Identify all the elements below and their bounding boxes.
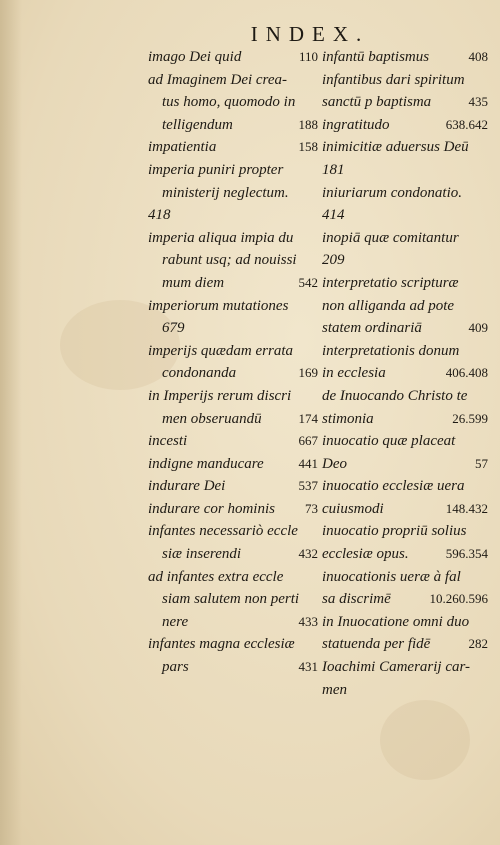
entry-text: in Imperijs rerum discri — [148, 387, 292, 404]
entry-text: statem ordinariā — [322, 320, 422, 337]
index-entry-line — [322, 679, 490, 702]
index-entry-line — [148, 588, 320, 611]
entry-text: pars — [162, 659, 189, 676]
entry-text: inuocatio propriū solius — [322, 523, 467, 540]
entry-page-number: 596.354 — [445, 546, 488, 562]
entry-text: inopiā quæ comitantur — [322, 229, 459, 246]
index-entry-line — [322, 91, 490, 114]
entry-text: ad infantes extra eccle — [148, 568, 284, 585]
entry-page-number: 537 — [298, 478, 318, 494]
entry-text: 418 — [148, 207, 171, 224]
entry-text: indurare cor hominis — [148, 500, 275, 517]
index-entry-line — [322, 204, 490, 227]
entry-text: telligendum — [162, 116, 233, 133]
index-entry-line — [322, 136, 490, 159]
index-entry-line — [148, 227, 320, 250]
entry-page-number: 638.642 — [445, 116, 488, 132]
index-entry-line — [322, 543, 490, 566]
entry-text: in Inuocatione omni duo — [322, 613, 470, 630]
entry-text: imperiorum mutationes — [148, 297, 289, 314]
entry-text: 209 — [322, 252, 345, 269]
entry-text: impatientia — [148, 139, 217, 156]
index-entry-line — [322, 498, 490, 521]
index-entry-line — [148, 114, 320, 137]
index-entry-line — [322, 385, 490, 408]
index-entry-line — [148, 340, 320, 363]
entry-page-number: 26.599 — [452, 410, 488, 426]
entry-page-number: 431 — [298, 659, 318, 675]
index-entry-line — [148, 91, 320, 114]
entry-text: infantibus dari spiritum — [322, 71, 465, 88]
entry-text: stimonia — [322, 410, 374, 427]
entry-text: inuocationis ueræ à fal — [322, 568, 461, 585]
index-entry-line — [148, 69, 320, 92]
page-gutter-shadow — [0, 0, 22, 845]
entry-text: statuenda per fidē — [322, 636, 431, 653]
entry-text: infantū baptismus — [322, 49, 430, 65]
entry-text: tus homo, quomodo in — [162, 94, 296, 111]
entry-text: nere — [162, 613, 189, 630]
index-entry-line — [148, 543, 320, 566]
index-entry-line — [322, 430, 490, 453]
entry-page-number: 409 — [468, 320, 488, 336]
entry-text: ingratitudo — [322, 116, 390, 133]
index-entry-line — [322, 272, 490, 295]
entry-text: men — [322, 681, 347, 698]
entry-text: de Inuocando Christo te — [322, 387, 468, 404]
index-entry-line — [322, 114, 490, 137]
index-entry-line — [322, 408, 490, 431]
index-entry-line — [322, 182, 490, 205]
index-entry-line — [148, 295, 320, 318]
entry-page-number: 441 — [298, 455, 318, 471]
entry-text: siæ inserendi — [162, 546, 242, 563]
index-column-right — [322, 46, 490, 701]
paper-stain — [380, 700, 470, 780]
index-entry-line — [148, 317, 320, 340]
entry-text: infantes necessariò eccle — [148, 523, 298, 540]
index-entry-line — [148, 46, 320, 69]
entry-text: inimicitiæ aduersus Deū — [322, 139, 469, 156]
entry-page-number: 432 — [298, 546, 318, 562]
entry-text: incesti — [148, 433, 188, 450]
entry-text: mum diem — [162, 274, 225, 291]
index-entry-line — [148, 611, 320, 634]
entry-page-number: 148.432 — [445, 500, 488, 516]
index-entry-line — [322, 633, 490, 656]
entry-page-number: 433 — [298, 613, 318, 629]
entry-text: interpretatio scripturæ — [322, 274, 459, 291]
index-entry-line — [322, 317, 490, 340]
entry-text: siam salutem non perti — [162, 591, 300, 608]
entry-text: inuocatio quæ placeat — [322, 433, 456, 450]
index-entry-line — [322, 340, 490, 363]
index-entry-line — [322, 611, 490, 634]
index-entry-line — [322, 566, 490, 589]
index-entry-line — [148, 272, 320, 295]
entry-text: imperijs quædam errata — [148, 342, 294, 359]
entry-text: ministerij neglectum. — [162, 184, 289, 201]
entry-text: Ioachimi Camerarij car- — [322, 659, 471, 676]
entry-page-number: 73 — [305, 500, 318, 516]
index-entry-line — [148, 633, 320, 656]
index-entry-line — [148, 408, 320, 431]
entry-text: ad Imaginem Dei crea- — [148, 71, 287, 88]
index-entry-line — [148, 159, 320, 182]
entry-text: imperia aliqua impia du — [148, 229, 294, 246]
entry-text: indigne manducare — [148, 455, 264, 472]
entry-text: interpretationis donum — [322, 342, 460, 359]
entry-text: non alliganda ad pote — [322, 297, 455, 314]
entry-text: 679 — [162, 320, 185, 337]
index-column-left — [148, 46, 320, 679]
index-entry-line — [148, 520, 320, 543]
index-entry-line — [148, 136, 320, 159]
entry-page-number: 667 — [298, 433, 318, 449]
entry-text: indurare Dei — [148, 478, 226, 495]
entry-page-number: 188 — [298, 116, 318, 132]
entry-text: Deo — [322, 455, 347, 472]
entry-page-number: 158 — [298, 139, 318, 155]
entry-page-number: 10.260.596 — [429, 591, 488, 607]
index-entry-line — [322, 588, 490, 611]
index-entry-line — [322, 295, 490, 318]
index-entry-line — [148, 475, 320, 498]
index-entry-line — [322, 520, 490, 543]
index-entry-line — [148, 362, 320, 385]
entry-page-number: 406.408 — [445, 365, 488, 381]
index-entry-line — [148, 249, 320, 272]
entry-text: 414 — [322, 207, 345, 224]
index-entry-line — [322, 656, 490, 679]
index-entry-line — [322, 475, 490, 498]
index-entry-line — [148, 656, 320, 679]
entry-text: iniuriarum condonatio. — [322, 184, 463, 201]
entry-text: cuiusmodi — [322, 500, 384, 517]
entry-text: 181 — [322, 161, 345, 178]
index-entry-line — [322, 159, 490, 182]
index-entry-line — [148, 498, 320, 521]
index-entry-line — [148, 204, 320, 227]
index-entry-line — [148, 385, 320, 408]
entry-page-number: 169 — [298, 365, 318, 381]
index-entry-line — [148, 453, 320, 476]
entry-text: inuocatio ecclesiæ uera — [322, 478, 465, 495]
entry-text: in ecclesia — [322, 365, 386, 382]
entry-page-number: 408 — [468, 49, 488, 64]
entry-page-number: 542 — [298, 274, 318, 290]
entry-text: sanctū p baptisma — [322, 94, 432, 111]
entry-text: infantes magna ecclesiæ — [148, 636, 295, 653]
entry-page-number: 282 — [468, 636, 488, 652]
entry-text: ecclesiæ opus. — [322, 546, 409, 563]
index-entry-line — [322, 249, 490, 272]
entry-page-number: 435 — [468, 94, 488, 110]
index-entry-line — [322, 362, 490, 385]
index-entry-line — [322, 227, 490, 250]
entry-text: rabunt usq; ad nouissi — [162, 252, 297, 269]
index-entry-line — [322, 69, 490, 92]
index-entry-line — [148, 430, 320, 453]
index-entry-line — [148, 566, 320, 589]
entry-text: condonanda — [162, 365, 237, 382]
entry-page-number: 110 — [298, 49, 318, 64]
index-entry-line — [148, 182, 320, 205]
index-entry-line — [322, 46, 490, 69]
index-entry-line — [322, 453, 490, 476]
entry-text: men obseruandū — [162, 410, 262, 427]
entry-page-number: 57 — [475, 455, 488, 471]
entry-page-number: 174 — [298, 410, 318, 426]
entry-text: imago Dei quid — [148, 49, 242, 65]
entry-text: sa discrimē — [322, 591, 391, 608]
entry-text: imperia puniri propter — [148, 161, 284, 178]
page-header: INDEX. — [250, 22, 370, 46]
